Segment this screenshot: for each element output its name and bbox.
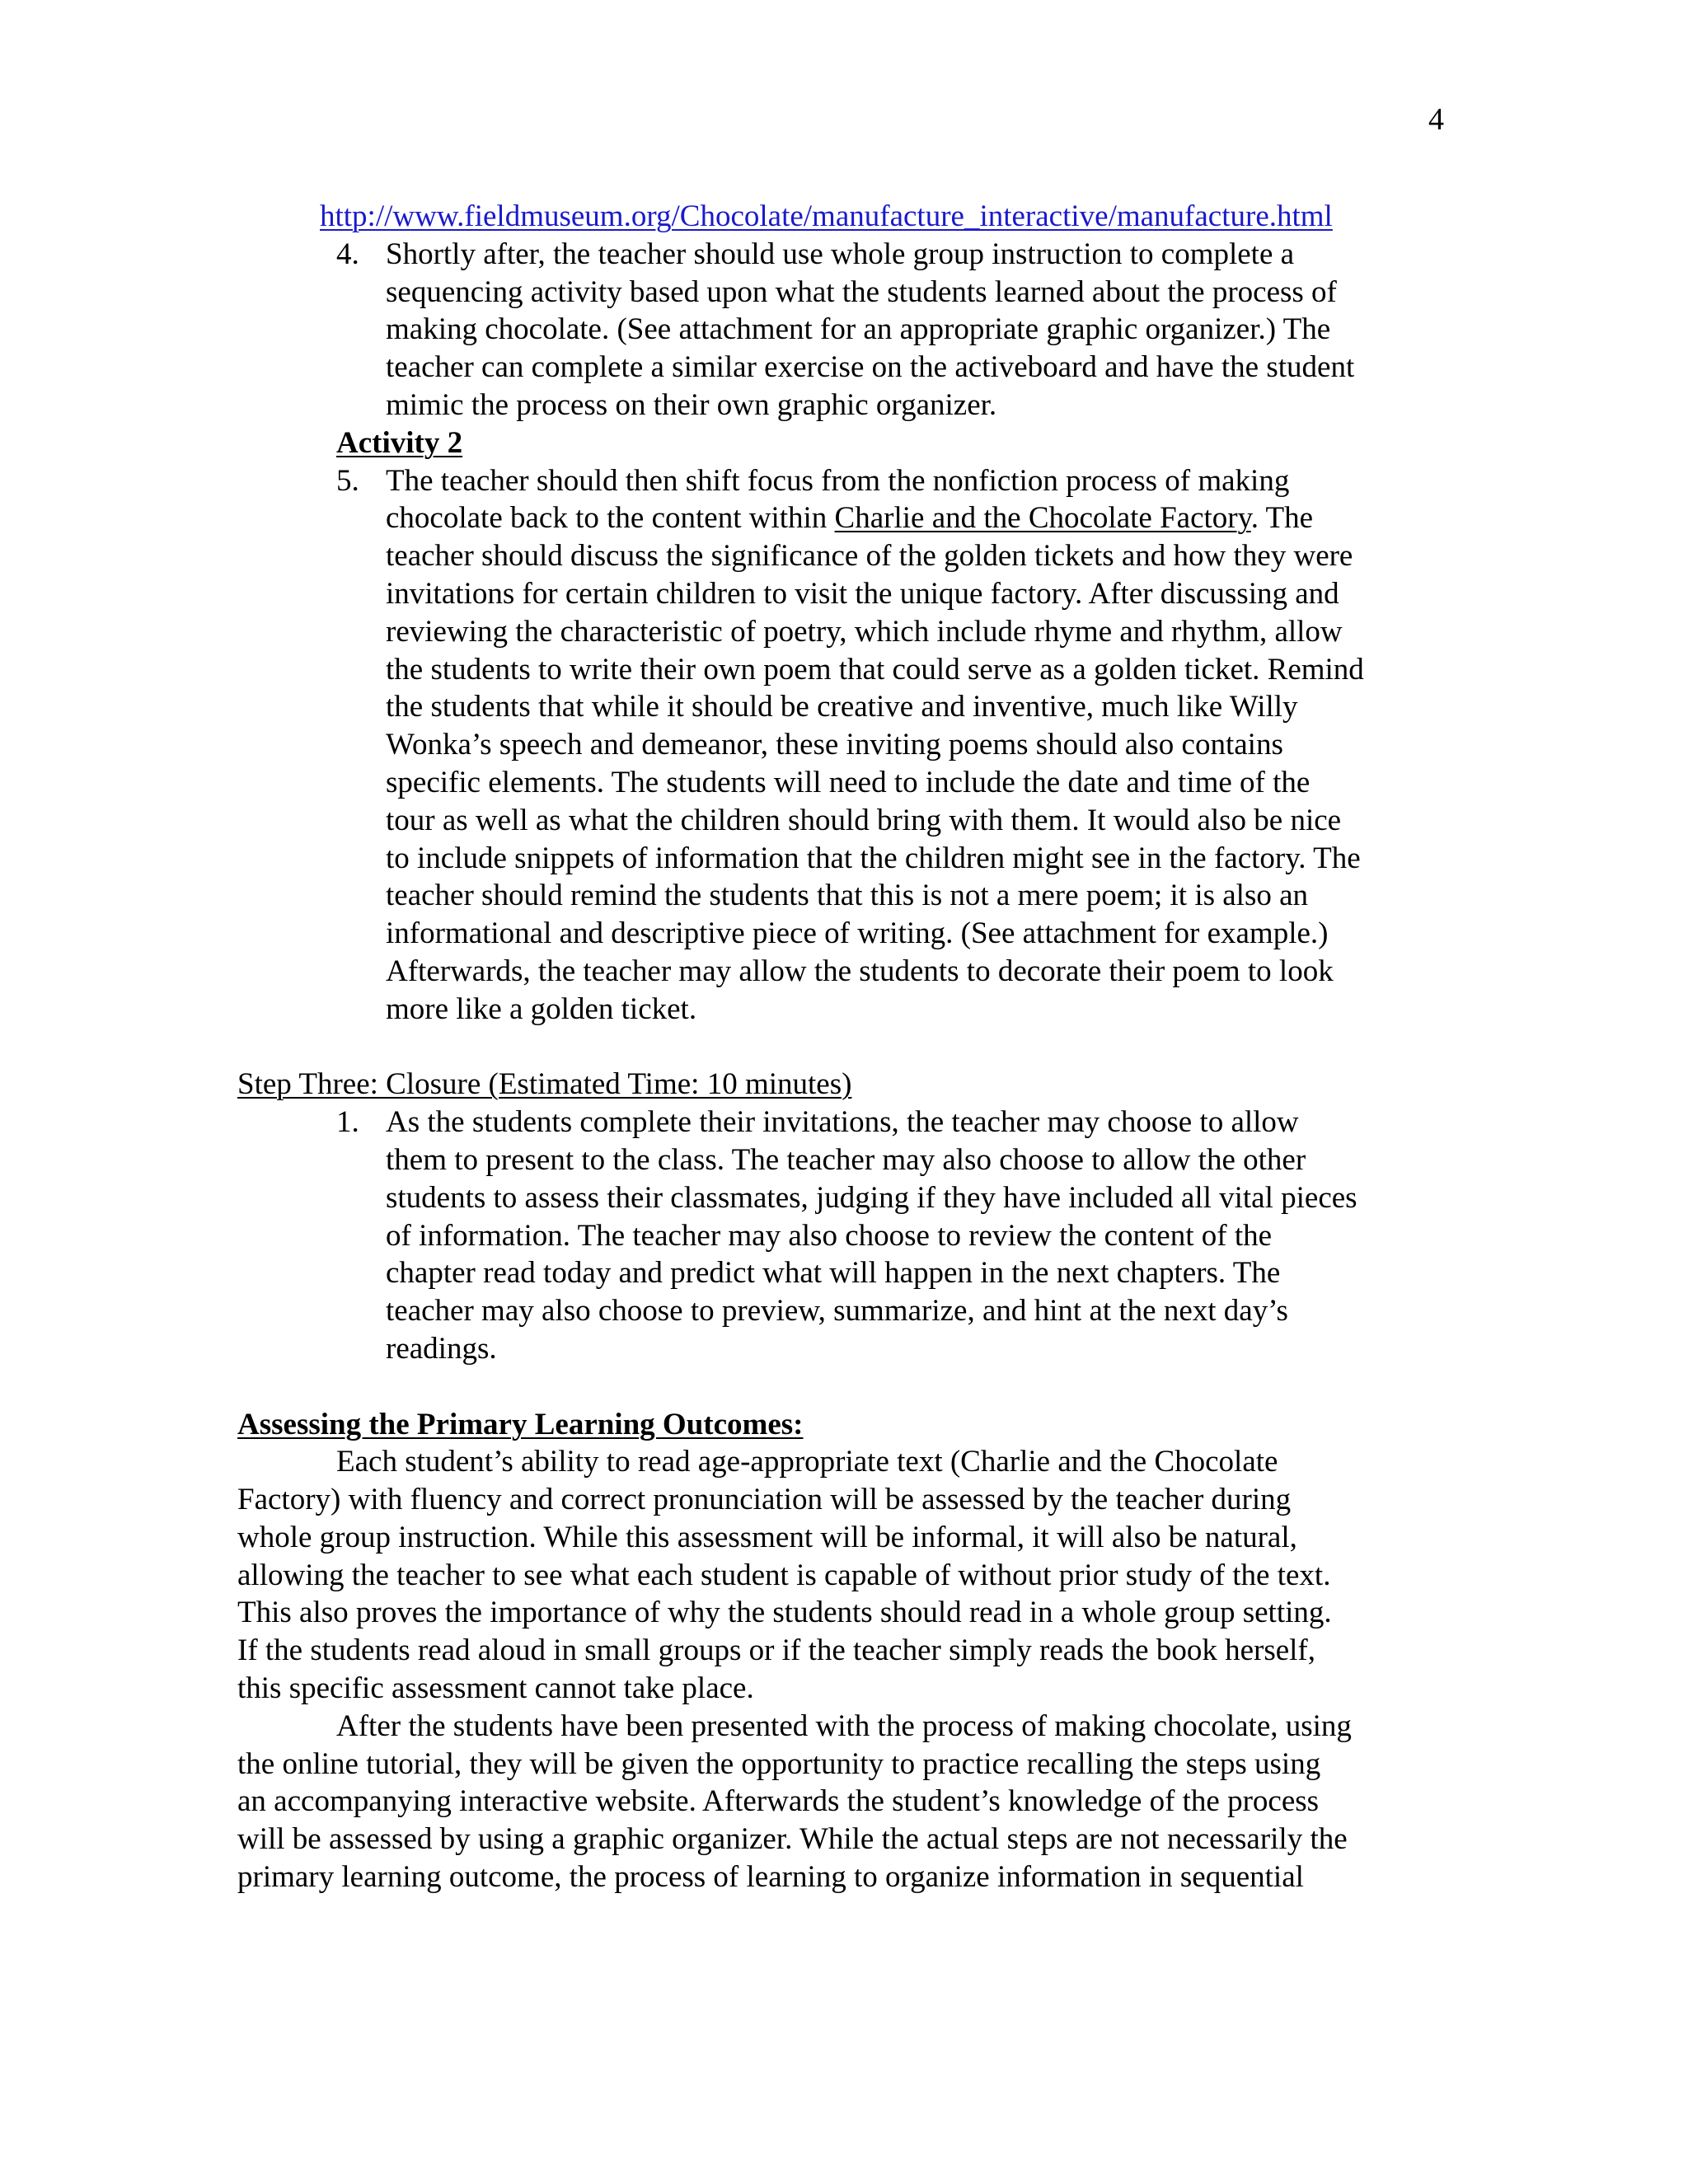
text-line: making chocolate. (See attachment for an appropriate graphic organizer.) The <box>386 312 1331 347</box>
text-line: If the students read aloud in small groups or if the teacher simply reads the book herself, <box>237 1633 1315 1668</box>
text-line: students to assess their classmates, judging if they have included all vital pieces <box>386 1180 1357 1215</box>
text-line: the students that while it should be creative and inventive, much like Willy <box>386 690 1298 724</box>
field-museum-link[interactable]: http://www.fieldmuseum.org/Chocolate/manufacture_interactive/manufacture.html <box>320 199 1333 233</box>
text-line: tour as well as what the children should bring with them. It would also be nice <box>386 803 1342 837</box>
url-line <box>237 198 1449 236</box>
text-line: the students to write their own poem that could serve as a golden ticket. Remind <box>386 652 1364 687</box>
book-title: Charlie and the Chocolate Factory <box>834 501 1251 536</box>
closure-list-item-1 <box>237 1104 1449 1368</box>
text-line: will be assessed by using a graphic organizer. While the actual steps are not necessarily the <box>237 1822 1348 1857</box>
text-line: an accompanying interactive website. Afterwards the student’s knowledge of the process <box>237 1784 1320 1819</box>
text-line: invitations for certain children to visit the unique factory. After discussing and <box>386 576 1339 611</box>
page-content <box>237 198 1449 1896</box>
assessing-heading: Assessing the Primary Learning Outcomes: <box>237 1407 804 1441</box>
text-line: specific elements. The students will need to include the date and time of the <box>386 765 1311 799</box>
text-line: teacher may also choose to preview, summarize, and hint at the next day’s <box>386 1294 1288 1329</box>
text-segment: . The <box>1250 501 1314 536</box>
text-line: chapter read today and predict what will happen in the next chapters. The <box>386 1256 1281 1291</box>
text-line: them to present to the class. The teacher may also choose to allow the other <box>386 1142 1306 1177</box>
text-line: primary learning outcome, the process of learning to organize information in sequential <box>237 1860 1304 1895</box>
text-line: Afterwards, the teacher may allow the students to decorate their poem to look <box>386 954 1334 988</box>
text-line: sequencing activity based upon what the students learned about the process of <box>386 274 1337 309</box>
text-line: reviewing the characteristic of poetry, which include rhyme and rhythm, allow <box>386 614 1343 649</box>
text-line: Each student’s ability to read age-appropriate text (Charlie and the Chocolate <box>336 1445 1278 1479</box>
text-line: mimic the process on their own graphic organizer. <box>386 387 997 422</box>
text-line: teacher should remind the students that this is not a mere poem; it is also an <box>386 879 1309 913</box>
text-line: readings. <box>386 1331 497 1366</box>
page-number: 4 <box>1428 102 1444 137</box>
text-line: Factory) with fluency and correct pronunciation will be assessed by the teacher during <box>237 1483 1292 1517</box>
activity-2-heading: Activity 2 <box>336 425 463 460</box>
text-line: of information. The teacher may also choose to review the content of the <box>386 1218 1273 1253</box>
text-line: more like a golden ticket. <box>386 991 697 1026</box>
text-line: to include snippets of information that the children might see in the factory. The <box>386 841 1361 875</box>
text-line: As the students complete their invitations, the teacher may choose to allow <box>386 1105 1299 1140</box>
text-line: the online tutorial, they will be given the opportunity to practice recalling the steps using <box>237 1746 1321 1781</box>
text-line: whole group instruction. While this assessment will be informal, it will also be natural, <box>237 1520 1297 1554</box>
list-item-4 <box>237 236 1449 424</box>
text-line: After the students have been presented with the process of making chocolate, using <box>336 1708 1352 1743</box>
text-line: Shortly after, the teacher should use whole group instruction to complete a <box>386 237 1295 271</box>
assessing-heading-line <box>237 1406 1449 1444</box>
list-item-5 <box>237 462 1449 1029</box>
text-segment: chocolate back to the content within <box>386 501 835 536</box>
text-line: teacher can complete a similar exercise on the activeboard and have the student <box>386 350 1355 385</box>
step-three-heading: Step Three: Closure (Estimated Time: 10 minutes) <box>237 1067 852 1102</box>
text-line: informational and descriptive piece of writing. (See attachment for example.) <box>386 916 1329 951</box>
text-line: The teacher should then shift focus from the nonfiction process of making <box>386 463 1290 498</box>
spacer <box>237 1368 1449 1406</box>
text-line: allowing the teacher to see what each student is capable of without prior study of the text. <box>237 1558 1331 1592</box>
list-item-number: 4. <box>336 237 359 271</box>
spacer <box>237 1029 1449 1066</box>
list-item-number: 1. <box>336 1105 359 1140</box>
text-line <box>386 499 1449 537</box>
text-line: this specific assessment cannot take place. <box>237 1671 754 1706</box>
paragraph-1 <box>237 1443 1449 1708</box>
paragraph-2 <box>237 1708 1449 1896</box>
text-line: Wonka’s speech and demeanor, these inviting poems should also contains <box>386 728 1283 762</box>
list-item-number: 5. <box>336 463 359 498</box>
text-line: teacher should discuss the significance of the golden tickets and how they were <box>386 539 1353 574</box>
text-line: This also proves the importance of why the students should read in a whole group setting. <box>237 1596 1332 1630</box>
